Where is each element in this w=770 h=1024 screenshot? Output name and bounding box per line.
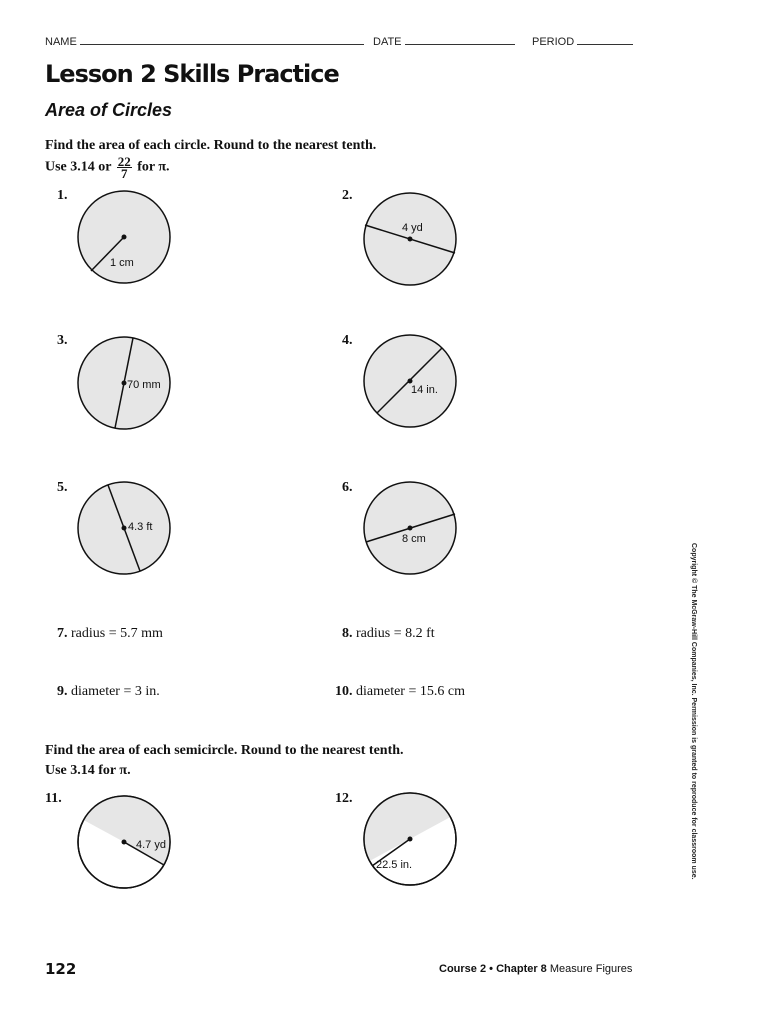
page-number: 122 [45,960,77,978]
footer-course: Course 2 [439,963,487,975]
problem-6-number: 6. [342,480,353,495]
footer-chapter: Chapter 8 [496,963,547,975]
problem-12-number: 12. [335,791,353,806]
problem-2-number: 2. [342,188,353,203]
problem-7 [57,626,163,642]
center-point [408,379,413,384]
instruction-for-pi: for π. [137,159,170,175]
circle-6-label: 8 cm [402,533,426,545]
problem-1-number: 1. [57,188,68,203]
circle-2-label: 4 yd [402,222,423,234]
lesson-title: Lesson 2 Skills Practice [45,60,339,88]
problem-9-text: diameter = 3 in. [71,684,160,699]
problem-7-number: 7. [57,626,68,641]
instruction-use: Use 3.14 or [45,159,112,175]
circle-figure-4 [364,335,456,427]
date-label: DATE [373,36,402,48]
circle-figure-1 [78,191,170,283]
instruction-line-1: Find the area of each circle. Round to the nearest tenth. [45,138,377,153]
name-label: NAME [45,36,77,48]
center-point [122,381,127,386]
center-point [408,526,413,531]
problem-4-number: 4. [342,333,353,348]
circle-5-label: 4.3 ft [128,521,153,533]
semicircle-figure-12 [364,793,456,885]
semicircle-instruction-line-2: Use 3.14 for π. [45,763,131,778]
circle-figure-2 [364,193,456,285]
footer-chapter-title: Measure Figures [549,963,633,975]
semicircle-11-label: 4.7 yd [136,839,166,851]
problem-8 [342,626,435,642]
problem-10 [335,684,465,700]
problem-8-number: 8. [342,626,353,641]
problem-9 [57,684,160,700]
fraction-numerator: 22 [117,154,131,169]
problem-5-number: 5. [57,480,68,495]
problem-10-text: diameter = 15.6 cm [356,684,465,699]
center-point [408,837,413,842]
circle-1-label: 1 cm [110,257,134,269]
problem-3-number: 3. [57,333,68,348]
circle-figure-3 [78,337,170,429]
problem-9-number: 9. [57,684,68,699]
footer-bullet: • [489,963,493,975]
semicircle-12-label: 22.5 in. [376,859,413,871]
footer-course-info [439,963,632,975]
center-point [122,526,127,531]
problem-11-number: 11. [45,791,62,806]
semicircle-figure-11 [78,796,170,888]
section-subtitle: Area of Circles [45,100,173,120]
problem-7-text: radius = 5.7 mm [71,626,163,641]
center-point [408,237,413,242]
circle-4-label: 14 in. [411,384,438,396]
center-point [122,840,127,845]
semicircle-instruction-line-1: Find the area of each semicircle. Round to the nearest tenth. [45,743,404,758]
circle-figure-6 [364,482,456,574]
fraction-denominator: 7 [120,166,128,181]
circle-3-label: 70 mm [127,379,161,391]
problem-8-text: radius = 8.2 ft [356,626,435,641]
copyright-notice: Copyright © The McGraw-Hill Companies, Inc. Permission is granted to reproduce for classroom use. [690,543,697,880]
period-label: PERIOD [532,36,575,48]
center-point [122,235,127,240]
problem-10-number: 10. [335,684,353,699]
circle-figure-5 [78,482,170,574]
